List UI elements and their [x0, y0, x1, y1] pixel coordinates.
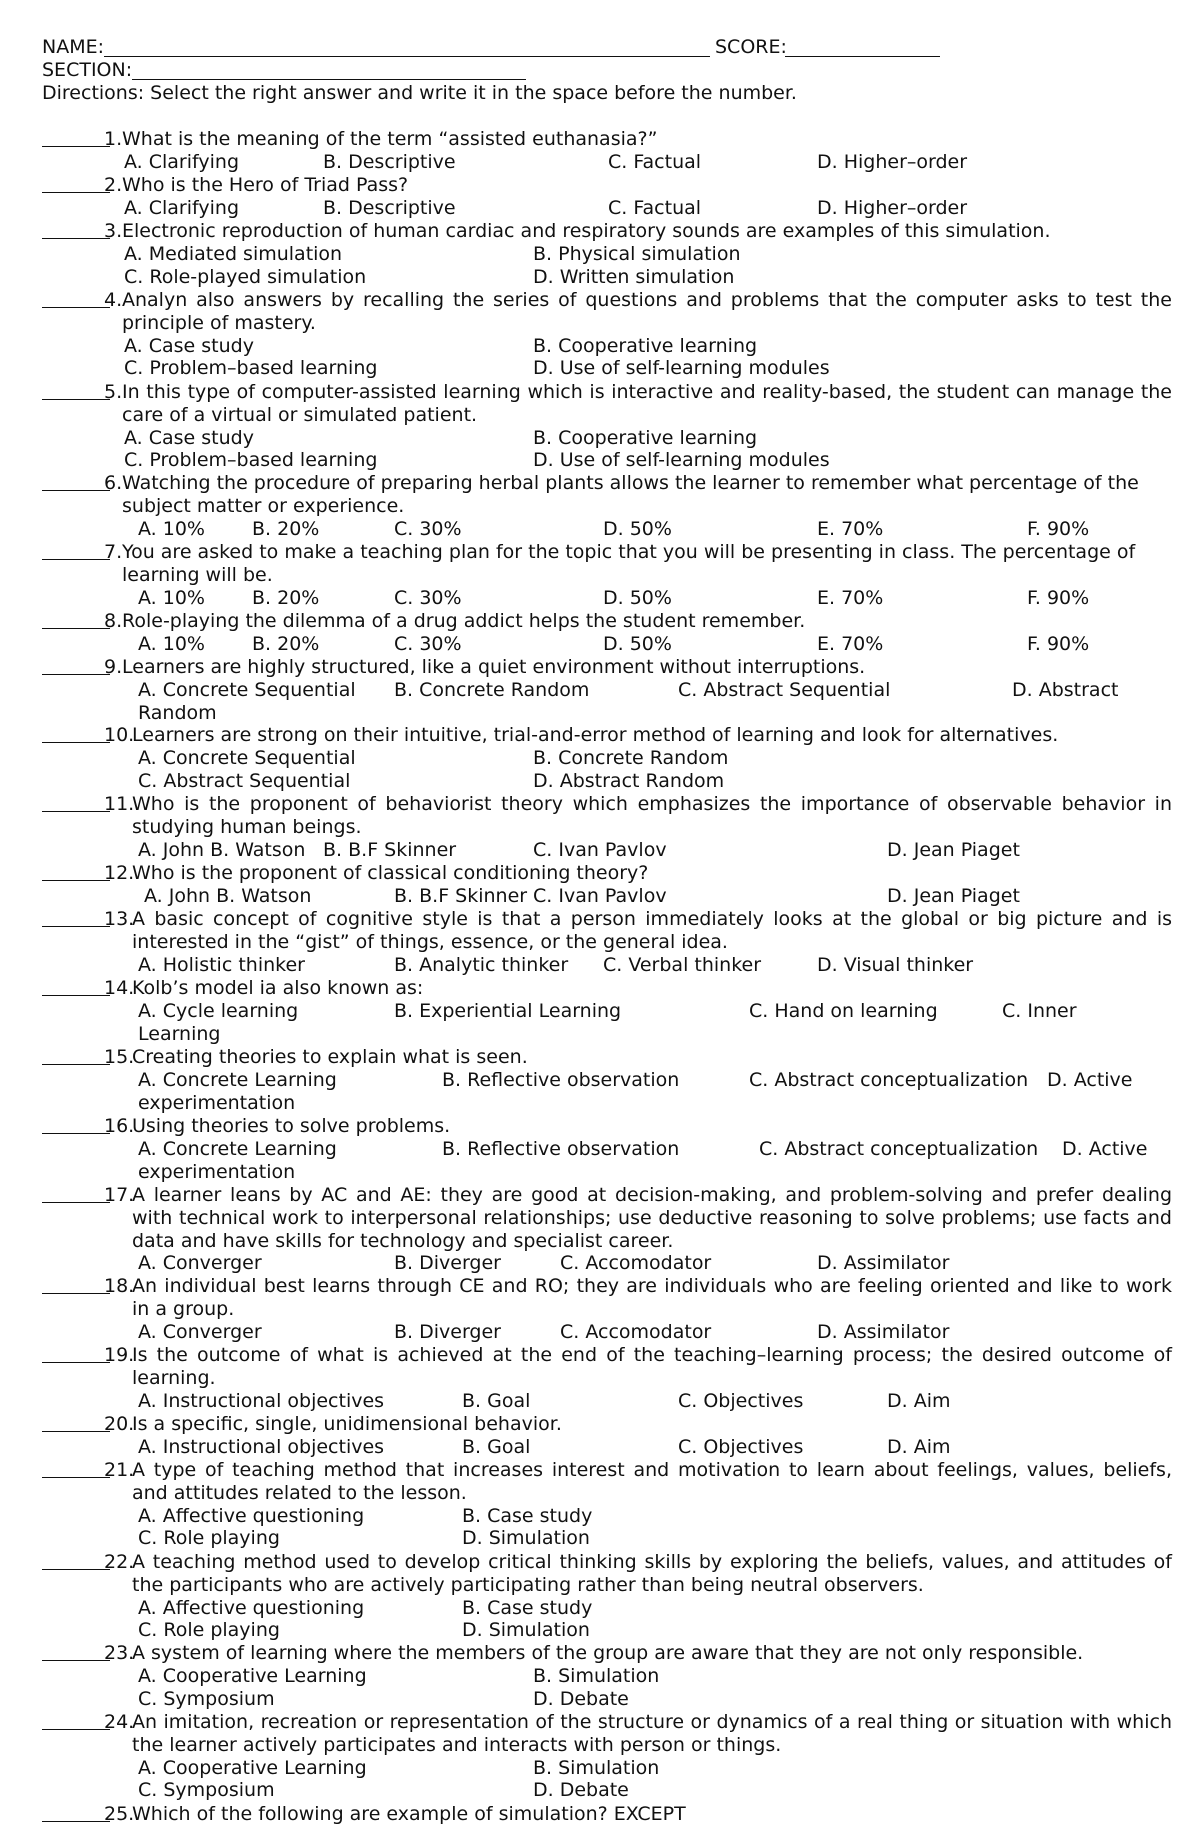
option-b: B. Case study	[462, 1596, 593, 1619]
option-d: D. Aim	[887, 1435, 951, 1458]
option-b: B. Experiential Learning	[394, 999, 622, 1022]
score-field[interactable]	[785, 56, 940, 57]
question-text: Electronic reproduction of human cardiac and respiratory sounds are examples of this simulation.	[122, 220, 1051, 242]
answer-blank[interactable]	[42, 1115, 110, 1134]
question-number: 20.	[104, 1413, 135, 1435]
answer-blank[interactable]	[42, 1275, 110, 1294]
option-b: B. Reflective observation	[442, 1137, 680, 1160]
option-a: A. Converger	[138, 1320, 262, 1343]
option-a: A. Cooperative Learning	[138, 1664, 367, 1687]
option-b: B. Concrete Random	[533, 746, 729, 769]
question-text: Creating theories to explain what is seen.	[132, 1046, 528, 1068]
section-label: SECTION:	[42, 59, 133, 81]
question-number: 23.	[104, 1642, 135, 1664]
question-text: Role-playing the dilemma of a drug addict helps the student remember.	[122, 610, 806, 632]
answer-blank[interactable]	[42, 656, 110, 675]
option-a: A. Instructional objectives	[138, 1389, 385, 1412]
option-a: A. John B. Watson	[138, 838, 306, 861]
answer-blank[interactable]	[42, 541, 110, 560]
option-a: A. 10%	[138, 586, 205, 609]
question-number: 11.	[104, 793, 135, 815]
option-e: E. 70%	[817, 632, 884, 655]
option-b: B. 20%	[252, 632, 320, 655]
option-d: D. 50%	[603, 586, 672, 609]
question-text: A system of learning where the members of the group are aware that they are not only responsible.	[132, 1642, 1084, 1664]
option-b: B. B.F Skinner	[394, 884, 528, 907]
option-b: B. Case study	[462, 1504, 593, 1527]
option-d: D. Jean Piaget	[887, 838, 1020, 861]
option-c: C. Problem–based learning	[124, 357, 378, 380]
question-text: You are asked to make a teaching plan for the topic that you will be presenting in class. The percentage of learning will be.	[122, 541, 1136, 586]
answer-blank[interactable]	[42, 1046, 110, 1065]
option-b: B. 20%	[252, 586, 320, 609]
option-a: A. Case study	[124, 334, 254, 357]
option-c: C. Abstract Sequential	[138, 769, 351, 792]
question-number: 22.	[104, 1551, 135, 1573]
option-b: B. Diverger	[394, 1320, 501, 1343]
name-label: NAME:	[42, 36, 105, 58]
option-a: A. Cycle learning	[138, 999, 299, 1022]
answer-blank[interactable]	[42, 381, 110, 400]
option-b: B. Goal	[462, 1435, 531, 1458]
option-f: F. 90%	[1027, 517, 1090, 540]
answer-blank[interactable]	[42, 977, 110, 996]
question-number: 18.	[104, 1275, 135, 1297]
option-f: F. 90%	[1027, 586, 1090, 609]
question-number: 3.	[104, 220, 123, 242]
option-c: C. Factual	[608, 196, 702, 219]
option-c: C. Verbal thinker	[603, 953, 762, 976]
option-d: D. Simulation	[462, 1619, 590, 1642]
option-d: D. Debate	[533, 1687, 629, 1710]
answer-blank[interactable]	[42, 1344, 110, 1363]
question-number: 10.	[104, 724, 135, 746]
question-text: An imitation, recreation or representation of the structure or dynamics of a real thing or situation with which the learner actively participates and interacts with person or things.	[132, 1711, 1172, 1756]
option-label-head: D. Abstract	[1012, 678, 1119, 701]
answer-blank[interactable]	[42, 289, 110, 308]
option-c: C. Symposium	[138, 1687, 275, 1710]
option-a: A. Converger	[138, 1252, 262, 1275]
option-a: A. John B. Watson	[144, 884, 312, 907]
option-d: D. Assimilator	[817, 1320, 950, 1343]
answer-blank[interactable]	[42, 1711, 110, 1730]
answer-blank[interactable]	[42, 793, 110, 812]
question-text: Is a specific, single, unidimensional behavior.	[132, 1413, 562, 1435]
section-field[interactable]	[132, 79, 526, 80]
question-number: 1.	[104, 128, 123, 150]
question-text: A basic concept of cognitive style is that a person immediately looks at the global or big picture and is interested in the “gist” of things, essence, or the general idea.	[132, 908, 1172, 953]
option-d: D. Written simulation	[533, 265, 735, 288]
option-b: B. Concrete Random	[394, 678, 590, 701]
question-number: 9.	[104, 656, 123, 678]
option-a: A. 10%	[138, 517, 205, 540]
option-c: C. Accomodator	[560, 1320, 712, 1343]
option-d: D. Simulation	[462, 1527, 590, 1550]
question-text: Who is the proponent of classical conditioning theory?	[132, 862, 649, 884]
option-e: E. 70%	[817, 586, 884, 609]
option-c: C. 30%	[394, 517, 462, 540]
option-b: B. Simulation	[533, 1756, 660, 1779]
option-a: A. Mediated simulation	[124, 242, 343, 265]
question-number: 16.	[104, 1115, 135, 1137]
option-label-tail: experimentation	[138, 1091, 296, 1114]
option-a: A. Instructional objectives	[138, 1435, 385, 1458]
answer-blank[interactable]	[42, 1803, 110, 1822]
option-a: A. Concrete Sequential	[138, 678, 356, 701]
question-text: Learners are highly structured, like a quiet environment without interruptions.	[122, 656, 866, 678]
option-e: E. 70%	[817, 517, 884, 540]
question-text: Who is the proponent of behaviorist theory which emphasizes the importance of observable behavior in studying human beings.	[132, 793, 1172, 838]
option-d: D. Abstract Random	[533, 769, 725, 792]
option-a: A. Concrete Learning	[138, 1068, 337, 1091]
option-a: A. Cooperative Learning	[138, 1756, 367, 1779]
question-number: 8.	[104, 610, 123, 632]
option-b: B. B.F Skinner	[323, 838, 457, 861]
option-c: C. Objectives	[678, 1389, 804, 1412]
option-a: A. 10%	[138, 632, 205, 655]
answer-blank[interactable]	[42, 908, 110, 927]
question-text: Using theories to solve problems.	[132, 1115, 451, 1137]
option-label-tail: Random	[138, 701, 217, 724]
question-text: Analyn also answers by recalling the series of questions and problems that the computer asks to test the principle of mastery.	[122, 289, 1172, 334]
name-field[interactable]	[104, 56, 710, 57]
option-c: C. Symposium	[138, 1779, 275, 1802]
option-d: D. Aim	[887, 1389, 951, 1412]
option-c: C. Accomodator	[560, 1252, 712, 1275]
option-b: B. Analytic thinker	[394, 953, 569, 976]
option-c: C. Role-played simulation	[124, 265, 367, 288]
option-d: D. Visual thinker	[817, 953, 974, 976]
option-c: C. Abstract conceptualization	[759, 1137, 1039, 1160]
option-b: B. 20%	[252, 517, 320, 540]
option-c: C. Problem–based learning	[124, 449, 378, 472]
option-c: C. Objectives	[678, 1435, 804, 1458]
question-number: 14.	[104, 977, 135, 999]
option-a: A. Clarifying	[124, 196, 240, 219]
answer-blank[interactable]	[42, 174, 110, 193]
option-label-tail: Learning	[138, 1022, 221, 1045]
answer-blank[interactable]	[42, 1551, 110, 1570]
option-label-head: C. Inner	[1002, 999, 1077, 1022]
question-number: 13.	[104, 908, 135, 930]
option-c: C. Role playing	[138, 1619, 280, 1642]
question-number: 21.	[104, 1459, 135, 1481]
option-a: A. Case study	[124, 426, 254, 449]
option-b: B. Goal	[462, 1389, 531, 1412]
question-number: 17.	[104, 1184, 135, 1206]
question-number: 25.	[104, 1803, 135, 1825]
option-d: D. 50%	[603, 632, 672, 655]
option-d: D. Higher–order	[817, 150, 968, 173]
option-b: B. Cooperative learning	[533, 426, 758, 449]
option-a: A. Concrete Learning	[138, 1137, 337, 1160]
question-number: 12.	[104, 862, 135, 884]
option-b: B. Diverger	[394, 1252, 501, 1275]
option-b: B. Reflective observation	[442, 1068, 680, 1091]
score-label: SCORE:	[715, 36, 787, 58]
option-a: A. Holistic thinker	[138, 953, 305, 976]
option-d: D. Jean Piaget	[887, 884, 1020, 907]
question-number: 4.	[104, 289, 123, 311]
question-number: 2.	[104, 174, 123, 196]
question-text: Which of the following are example of simulation? EXCEPT	[132, 1803, 686, 1825]
question-text: Kolb’s model ia also known as:	[132, 977, 424, 999]
option-a: A. Clarifying	[124, 150, 240, 173]
question-number: 6.	[104, 472, 123, 494]
option-label-head: D. Active	[1047, 1068, 1133, 1091]
option-c: C. 30%	[394, 586, 462, 609]
question-text: Is the outcome of what is achieved at the end of the teaching–learning process; the desired outcome of learning.	[132, 1344, 1172, 1389]
directions: Directions: Select the right answer and write it in the space before the number.	[42, 82, 797, 104]
question-number: 19.	[104, 1344, 135, 1366]
option-d: D. Use of self-learning modules	[533, 449, 830, 472]
option-a: A. Affective questioning	[138, 1504, 365, 1527]
option-c: C. Ivan Pavlov	[533, 884, 667, 907]
option-label-head: D. Active	[1062, 1137, 1148, 1160]
question-number: 24.	[104, 1711, 135, 1733]
answer-blank[interactable]	[42, 1184, 110, 1203]
option-d: D. Use of self-learning modules	[533, 357, 830, 380]
question-text: Who is the Hero of Triad Pass?	[122, 174, 409, 196]
option-b: B. Physical simulation	[533, 242, 741, 265]
option-a: A. Concrete Sequential	[138, 746, 356, 769]
answer-blank[interactable]	[42, 610, 110, 629]
question-text: Learners are strong on their intuitive, trial-and-error method of learning and look for alternatives.	[132, 724, 1059, 746]
option-d: D. Debate	[533, 1779, 629, 1802]
option-b: B. Descriptive	[323, 150, 456, 173]
option-c: C. Factual	[608, 150, 702, 173]
option-c: C. Role playing	[138, 1527, 280, 1550]
question-text: An individual best learns through CE and RO; they are individuals who are feeling oriented and like to work in a group.	[132, 1275, 1172, 1320]
question-text: What is the meaning of the term “assisted euthanasia?”	[122, 128, 658, 150]
answer-blank[interactable]	[42, 862, 110, 881]
option-d: D. Assimilator	[817, 1252, 950, 1275]
option-a: A. Affective questioning	[138, 1596, 365, 1619]
option-c: C. Abstract conceptualization	[749, 1068, 1029, 1091]
question-number: 15.	[104, 1046, 135, 1068]
question-text: Watching the procedure of preparing herbal plants allows the learner to remember what percentage of the subject matter or experience.	[122, 472, 1139, 517]
option-b: B. Cooperative learning	[533, 334, 758, 357]
option-b: B. Descriptive	[323, 196, 456, 219]
question-text: A teaching method used to develop critical thinking skills by exploring the beliefs, values, and attitudes of the participants who are actively participating rather than being neutral observers.	[132, 1551, 1172, 1596]
option-b: B. Simulation	[533, 1664, 660, 1687]
answer-blank[interactable]	[42, 472, 110, 491]
answer-blank[interactable]	[42, 1459, 110, 1478]
question-number: 7.	[104, 541, 123, 563]
option-d: D. Higher–order	[817, 196, 968, 219]
option-c: C. Hand on learning	[749, 999, 938, 1022]
option-f: F. 90%	[1027, 632, 1090, 655]
answer-blank[interactable]	[42, 220, 110, 239]
answer-blank[interactable]	[42, 128, 110, 147]
answer-blank[interactable]	[42, 1413, 110, 1432]
question-text: A type of teaching method that increases interest and motivation to learn about feelings, values, beliefs, and attitudes related to the lesson.	[132, 1459, 1172, 1504]
question-number: 5.	[104, 381, 123, 403]
option-c: C. Ivan Pavlov	[533, 838, 667, 861]
option-label-tail: experimentation	[138, 1160, 296, 1183]
option-d: D. 50%	[603, 517, 672, 540]
answer-blank[interactable]	[42, 1642, 110, 1661]
question-text: A learner leans by AC and AE: they are good at decision-making, and problem-solving and prefer dealing with technical work to interpersonal relationships; use deductive reasoning to solve problems; use facts and data and have skills for technology and specialist career.	[132, 1184, 1172, 1252]
question-text: In this type of computer-assisted learning which is interactive and reality-based, the student can manage the care of a virtual or simulated patient.	[122, 381, 1172, 426]
answer-blank[interactable]	[42, 724, 110, 743]
option-c: C. Abstract Sequential	[678, 678, 891, 701]
option-c: C. 30%	[394, 632, 462, 655]
